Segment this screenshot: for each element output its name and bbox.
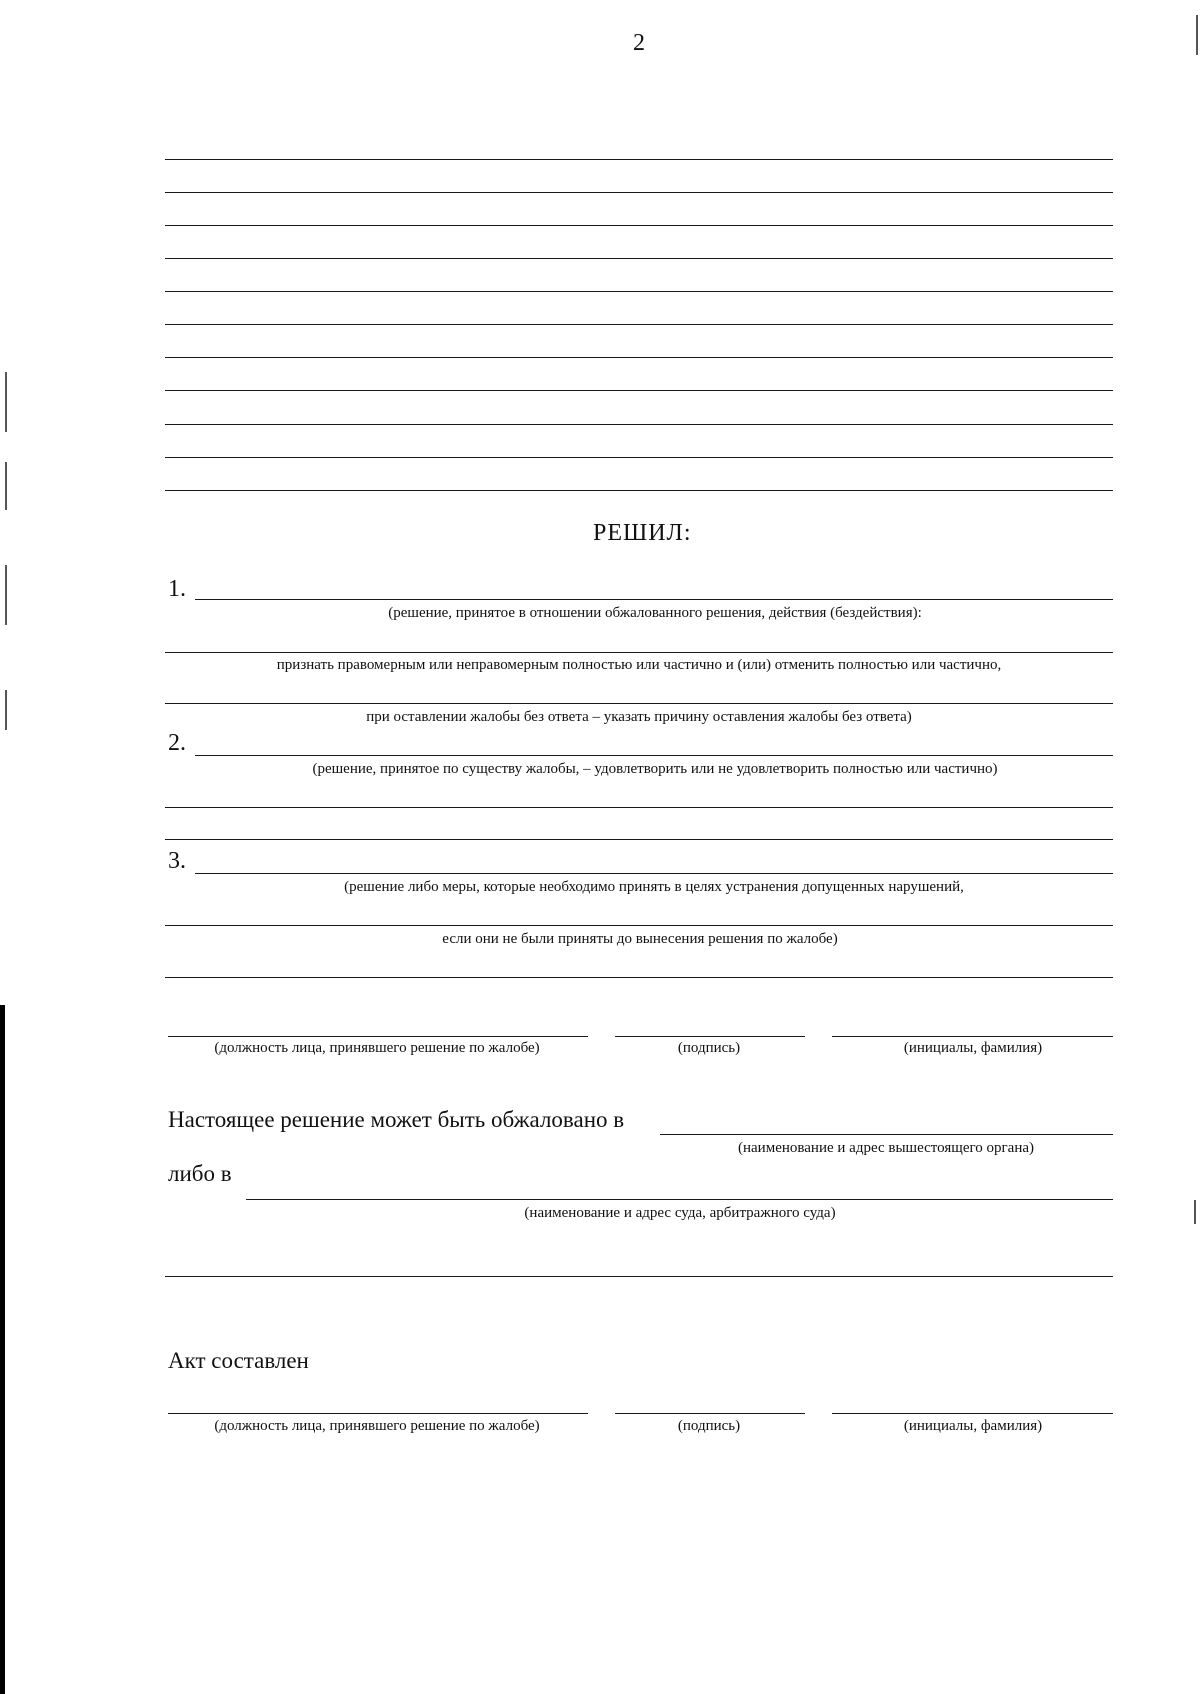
fill-line-2: [195, 755, 1113, 756]
fill-line: [165, 977, 1113, 978]
position-caption: (должность лица, принявшего решение по жалобе): [214, 1040, 540, 1056]
signature-line: [615, 1413, 805, 1414]
blank-line: [165, 457, 1113, 458]
court-caption: (наименование и адрес суда, арбитражного суда): [524, 1205, 836, 1221]
scan-mark: [5, 565, 7, 625]
scan-mark: [5, 690, 7, 730]
appeal-text: Настоящее решение может быть обжаловано в: [168, 1107, 625, 1132]
higher-body-caption: (наименование и адрес вышестоящего органа): [738, 1140, 1034, 1156]
fill-line: [165, 925, 1113, 926]
fill-line-1: [195, 599, 1113, 600]
signature-caption: (подпись): [677, 1040, 741, 1056]
item-number-2: 2.: [168, 730, 186, 756]
or-text: либо в: [168, 1161, 232, 1186]
blank-line: [165, 159, 1113, 160]
caption: (решение, принятое в отношении обжалованного решения, действия (бездействия):: [388, 605, 922, 621]
position-caption: (должность лица, принявшего решение по жалобе): [214, 1418, 540, 1434]
higher-body-line: [660, 1134, 1113, 1135]
caption: признать правомерным или неправомерным полностью или частично и (или) отменить полностью или частично,: [276, 657, 1002, 673]
caption: (решение, принятое по существу жалобы, – удовлетворить или не удовлетворить полностью или частично): [312, 761, 998, 777]
position-line: [168, 1036, 588, 1037]
blank-line: [165, 258, 1113, 259]
name-caption: (инициалы, фамилия): [903, 1418, 1043, 1434]
item-number-1: 1.: [168, 576, 186, 602]
fill-line: [165, 807, 1113, 808]
caption: (решение либо меры, которые необходимо принять в целях устранения допущенных нарушений,: [344, 879, 964, 895]
scan-mark: [1196, 15, 1198, 55]
blank-line: [165, 192, 1113, 193]
blank-line: [165, 225, 1113, 226]
scan-mark: [5, 462, 7, 510]
name-line: [832, 1036, 1113, 1037]
blank-line: [165, 490, 1113, 491]
blank-line: [165, 357, 1113, 358]
fill-line: [165, 839, 1113, 840]
item-number-3: 3.: [168, 848, 186, 874]
caption: при оставлении жалобы без ответа – указать причину оставления жалобы без ответа): [366, 709, 912, 725]
fill-line-3: [195, 873, 1113, 874]
section-heading: РЕШИЛ:: [593, 520, 692, 546]
scan-mark: [5, 372, 7, 432]
blank-line: [165, 291, 1113, 292]
caption: если они не были приняты до вынесения решения по жалобе): [442, 931, 838, 947]
scan-edge-bar: [0, 1005, 5, 1694]
position-line: [168, 1413, 588, 1414]
fill-line: [165, 703, 1113, 704]
scan-mark: [1194, 1200, 1196, 1224]
name-caption: (инициалы, фамилия): [903, 1040, 1043, 1056]
act-text: Акт составлен: [168, 1348, 309, 1373]
blank-line: [165, 324, 1113, 325]
signature-line: [615, 1036, 805, 1037]
fill-line: [165, 652, 1113, 653]
page-number: 2: [633, 30, 645, 56]
blank-line: [165, 1276, 1113, 1277]
blank-line: [165, 424, 1113, 425]
signature-caption: (подпись): [677, 1418, 741, 1434]
name-line: [832, 1413, 1113, 1414]
blank-line: [165, 390, 1113, 391]
court-line: [246, 1199, 1113, 1200]
